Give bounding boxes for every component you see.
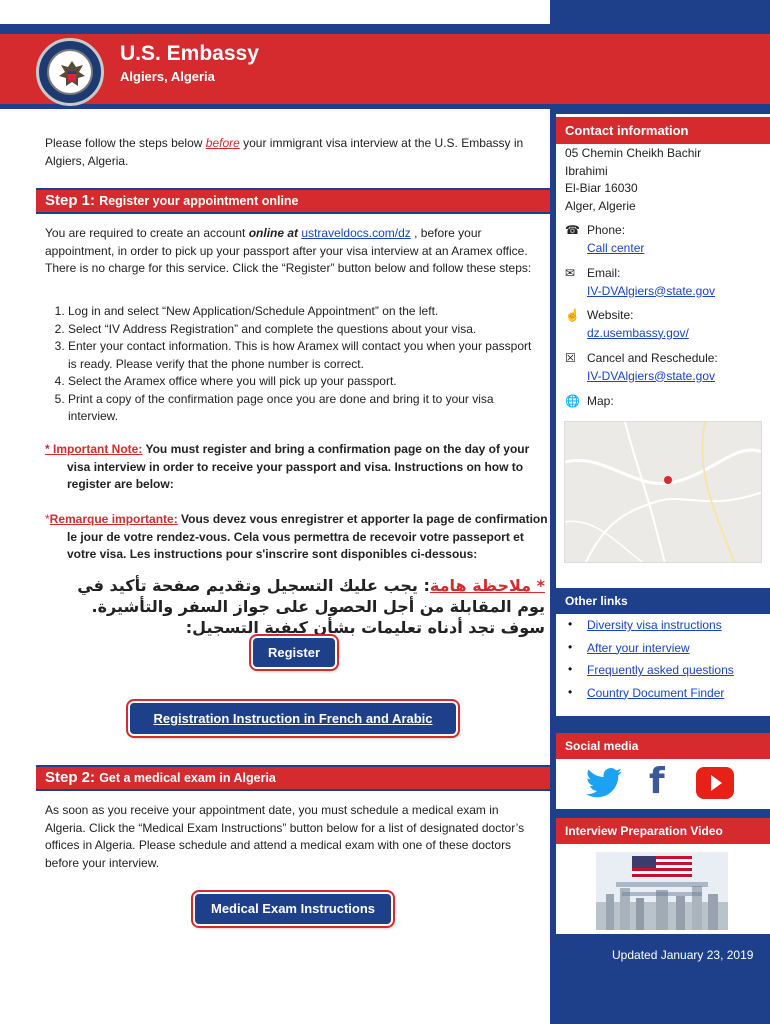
step2-header: [36, 765, 550, 791]
other-links-list: [560, 618, 734, 708]
after-interview-link[interactable]: After your interview: [587, 640, 690, 655]
navy-strip: [0, 24, 770, 34]
arabic-note-label: * ملاحظة هامة: [429, 576, 545, 595]
email-link[interactable]: IV-DVAlgiers@state.gov: [587, 283, 716, 298]
document-finder-link[interactable]: Country Document Finder: [587, 685, 725, 700]
email-icon: ✉: [565, 266, 576, 280]
other-links-heading: Other links: [556, 588, 770, 614]
list-item: 1. Log in and select “New Application/Schedule Appointment” on the left.: [68, 303, 535, 321]
cancel-row: [565, 350, 718, 385]
video-heading: Interview Preparation Video: [556, 818, 770, 844]
video-panel: [556, 844, 770, 934]
step1-paragraph: You are required to create an account online at ustraveldocs.com/dz , before your appointment, in order to pick up your passport after your visa interview at an Aramex office. There is no charge for this service. Click the “Register” button below and follow these steps:: [45, 226, 532, 275]
step2-title: Get a medical exam in Algeria: [99, 771, 276, 785]
cancel-icon: ☒: [565, 351, 576, 365]
website-label: Website:: [587, 308, 634, 322]
embassy-seal-icon: [36, 38, 104, 106]
important-note: * Important Note: You must register and bring a confirmation page on the day of your visa interview in order to receive your passport and visa. Instructions on how to register are below:: [45, 442, 530, 491]
youtube-icon[interactable]: [696, 765, 734, 801]
ustraveldocs-link[interactable]: ustraveldocs.com/dz: [301, 226, 411, 240]
header-banner: [0, 34, 770, 104]
address-line: Ibrahimi: [565, 163, 608, 178]
registration-instruction-button[interactable]: Registration Instruction in French and Arabic: [130, 703, 456, 734]
cancel-label: Cancel and Reschedule:: [587, 351, 718, 365]
pointer-icon: ☝: [565, 308, 580, 322]
intro-text: Please follow the steps below before your immigrant visa interview at the U.S. Embassy in Algiers, Algeria.: [45, 136, 524, 168]
social-heading: Social media: [556, 733, 770, 759]
video-thumbnail[interactable]: [596, 852, 728, 930]
call-center-link[interactable]: Call center: [587, 240, 645, 255]
address-line: 05 Chemin Cheikh Bachir: [565, 146, 702, 160]
globe-icon: 🌐: [565, 394, 580, 408]
facebook-icon[interactable]: f: [649, 761, 665, 802]
step1-list: [45, 303, 535, 426]
faq-link[interactable]: Frequently asked questions: [587, 663, 734, 677]
email-row: [565, 265, 715, 300]
important-note-label: * Important Note:: [45, 442, 143, 456]
contact-heading: Contact information: [556, 117, 770, 144]
medical-exam-button[interactable]: Medical Exam Instructions: [195, 894, 391, 924]
twitter-icon[interactable]: [586, 767, 622, 799]
website-link[interactable]: dz.usembassy.gov/: [587, 325, 689, 340]
register-button[interactable]: Register: [253, 638, 335, 667]
phone-label: Phone:: [587, 223, 626, 237]
arabic-note: * ملاحظة هامة: يجب عليك التسجيل وتقديم صفحة تأكيد في يوم المقابلة من أجل الحصول على جواز السفر والتأشيرة. سوف تجد أدناه تعليمات بشأن كيفية التسجيل:: [77, 576, 545, 637]
email-label: Email:: [587, 266, 621, 280]
step2-paragraph: As soon as you receive your appointment date, you must schedule a medical exam in Algeria. Click the “Medical Exam Instructions” button below for a list of designated doctor’s offices in Algeria. Please schedule and attend a medical exam with one of these doctors before your interview.: [45, 803, 525, 870]
list-item: 3. Enter your contact information. This is how Aramex will contact you when your passport is ready. Please verify that the phone number is correct.: [68, 338, 535, 373]
list-item: 2. Select “IV Address Registration” and complete the questions about your visa.: [68, 321, 535, 339]
step1-header: [36, 188, 550, 214]
diversity-visa-link[interactable]: Diversity visa instructions: [587, 618, 722, 632]
banner-underline: [0, 104, 550, 109]
website-row: [565, 307, 689, 342]
updated-date: Updated January 23, 2019: [612, 948, 754, 962]
intro-emphasis: before: [205, 136, 240, 150]
map-row: [565, 393, 614, 411]
map-label: Map:: [587, 394, 614, 408]
list-item: 5. Print a copy of the confirmation page once you are done and bring it to your visa interview.: [68, 391, 535, 426]
french-note: *Remarque importante: Vous devez vous enregistrer et apporter la page de confirmation le jour de votre rendez-vous. Cela vous permettra de recevoir votre passeport et votre visa. Les instructions pour s'inscrire sont disponibles ci-dessous:: [45, 512, 548, 561]
map-image[interactable]: [564, 421, 762, 563]
list-item: 4. Select the Aramex office where you will pick up your passport.: [68, 373, 535, 391]
top-white-bar: [0, 0, 550, 27]
social-panel: [556, 759, 770, 809]
step1-title: Register your appointment online: [99, 194, 299, 208]
address-block: [565, 145, 701, 215]
phone-row: [565, 222, 644, 257]
step2-number: Step 2:: [45, 769, 96, 786]
cancel-email-link[interactable]: IV-DVAlgiers@state.gov: [587, 368, 716, 383]
step1-number: Step 1:: [45, 192, 96, 209]
page-subtitle: Algiers, Algeria: [120, 69, 215, 84]
page-title: U.S. Embassy: [120, 42, 259, 65]
address-line: El-Biar 16030: [565, 181, 638, 195]
phone-icon: ☎: [565, 223, 580, 237]
french-note-label: Remarque importante:: [49, 512, 178, 526]
address-line: Alger, Algerie: [565, 198, 636, 213]
